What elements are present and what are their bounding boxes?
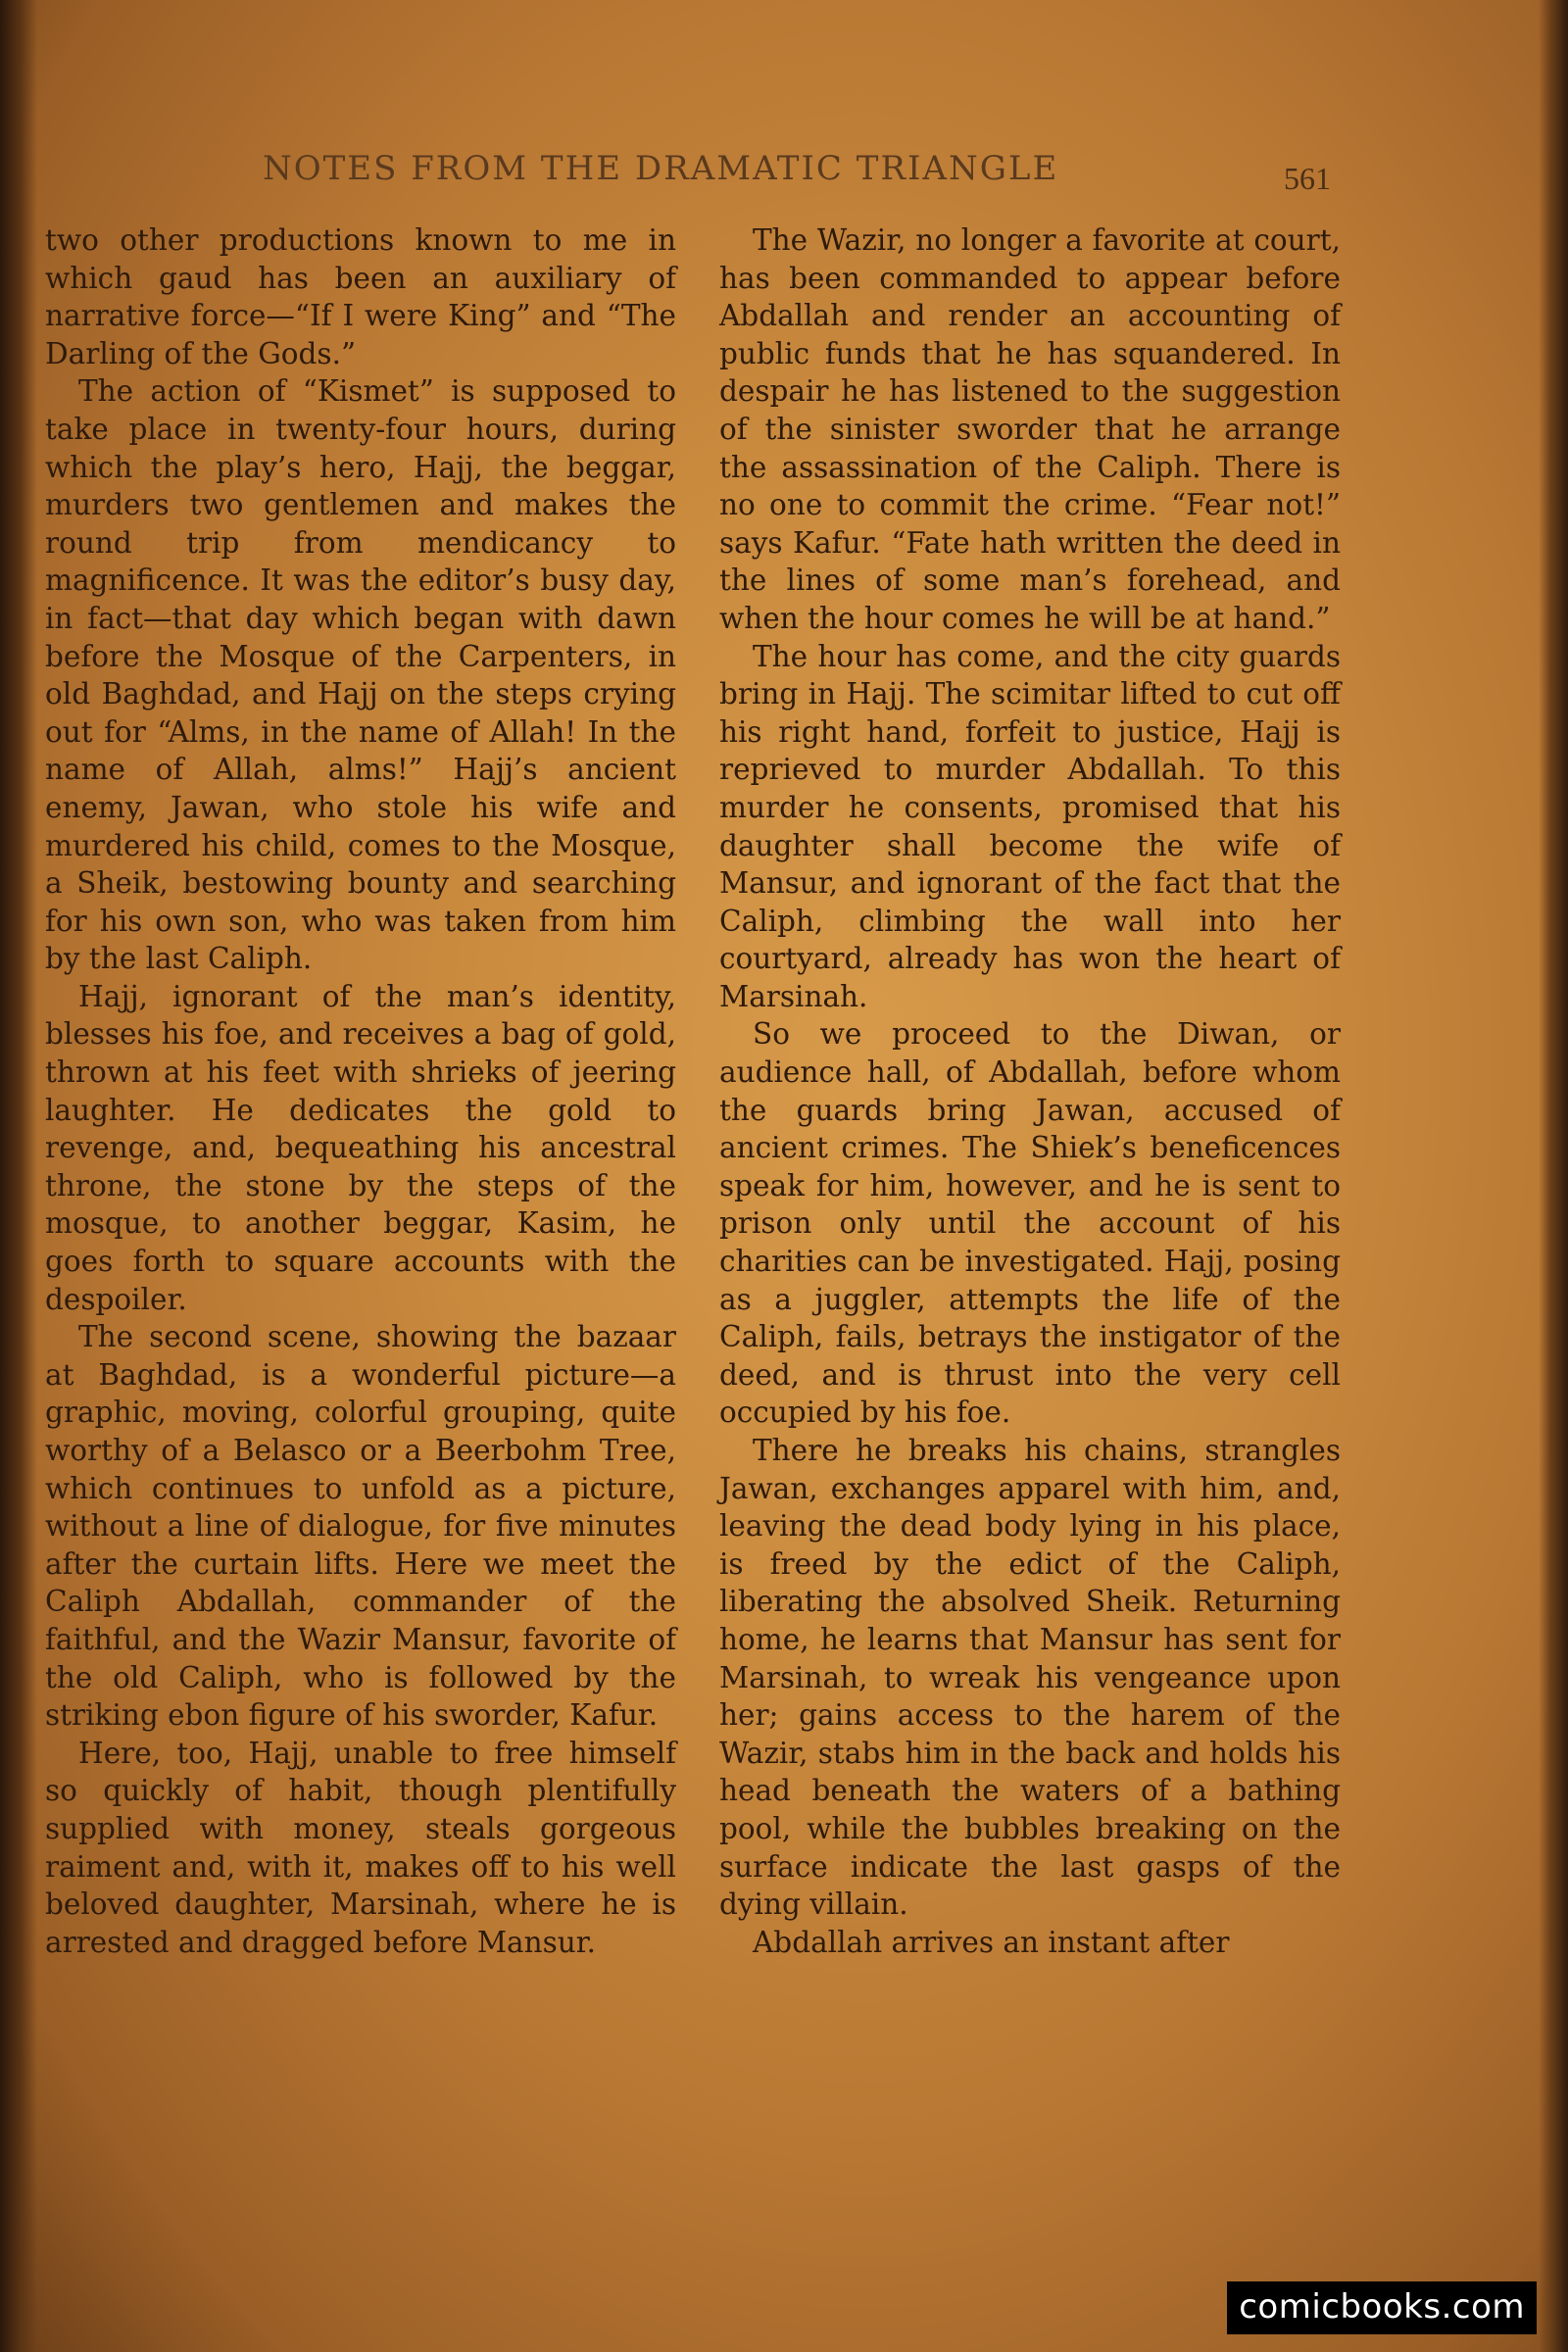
paragraph: There he breaks his chains, strangles Jawan, exchanges apparel with him, and, leaving the dead body lying in his place, is freed by the edict of the Caliph, liberating the absolved Sheik. Returning home, he learns that Mansur has sent for Marsinah, to wreak his vengeance upon her; gains access to the harem of the Wazir, stabs him in the back and holds his head beneath the waters of a bathing pool, while the bubbles breaking on the surface indicate the last gasps of the dying villain.: [719, 1434, 1341, 1922]
paragraph: The second scene, showing the bazaar at Baghdad, is a wonderful picture—a graphic, moving, colorful grouping, quite worthy of a Belasco or a Beerbohm Tree, which continues to unfold as a picture, without a line of dialogue, for five minutes after the curtain lifts. Here we meet the Caliph Abdallah, commander of the faithful, and the Wazir Mansur, favorite of the old Caliph, who is followed by the striking ebon figure of his sworder, Kafur.: [45, 1320, 676, 1733]
paragraph: two other productions known to me in which gaud has been an auxiliary of narrative force—“If I were King” and “The Darling of the Gods.”: [45, 223, 676, 370]
page-number: 561: [1284, 161, 1331, 196]
paragraph: The action of “Kismet” is supposed to take place in twenty-four hours, during which the play’s hero, Hajj, the beggar, murders two gentlemen and makes the round trip from mendicancy to magnificence. It was the editor’s busy day, in fact—that day which began with dawn before the Mosque of the Carpenters, in old Baghdad, and Hajj on the steps crying out for “Alms, in the name of Allah! In the name of Allah, alms!” Hajj’s ancient enemy, Jawan, who stole his wife and murdered his child, comes to the Mosque, a Sheik, bestowing bounty and searching for his own son, who was taken from him by the last Caliph.: [45, 374, 676, 976]
paragraph: The Wazir, no longer a favorite at court, has been commanded to appear before Abdallah and render an accounting of public funds that he has squandered. In despair he has listened to the suggestion of the sinister sworder that he arrange the assassination of the Caliph. There is no one to commit the crime. “Fear not!” says Kafur. “Fate hath written the deed in the lines of some man’s forehead, and when the hour comes he will be at hand.”: [719, 223, 1341, 635]
right-column: [719, 221, 1341, 1961]
paragraph: Hajj, ignorant of the man’s identity, blesses his foe, and receives a bag of gold, thrown at his feet with shrieks of jeering laughter. He dedicates the gold to revenge, and, bequeathing his ancestral throne, the stone by the steps of the mosque, to another beggar, Kasim, he goes forth to square accounts with the despoiler.: [45, 979, 676, 1316]
watermark-logo: comicbooks.com: [1227, 2281, 1537, 2334]
running-head: NOTES FROM THE DRAMATIC TRIANGLE: [263, 149, 1059, 188]
page-right-edge-shadow: [1539, 0, 1568, 2352]
page-header: [263, 149, 1341, 208]
page-left-edge-shadow: [0, 0, 37, 2352]
paragraph: Abdallah arrives an instant after: [753, 1925, 1230, 1959]
paragraph: So we proceed to the Diwan, or audience hall, of Abdallah, before whom the guards bring Jawan, accused of ancient crimes. The Shiek’s beneficences speak for him, however, and he is sent to prison only until the account of his charities can be investigated. Hajj, posing as a juggler, attempts the life of the Caliph, fails, betrays the instigator of the deed, and is thrust into the very cell occupied by his foe.: [719, 1017, 1341, 1430]
paragraph: Here, too, Hajj, unable to free himself so quickly of habit, though plentifully supplied with money, steals gorgeous raiment and, with it, makes off to his well beloved daughter, Marsinah, where he is arrested and dragged before Mansur.: [45, 1736, 676, 1959]
paragraph: The hour has come, and the city guards bring in Hajj. The scimitar lifted to cut off his right hand, forfeit to justice, Hajj is reprieved to murder Abdallah. To this murder he consents, promised that his daughter shall become the wife of Mansur, and ignorant of the fact that the Caliph, climbing the wall into her courtyard, already has won the heart of Marsinah.: [719, 639, 1341, 1013]
left-column: [45, 221, 676, 1961]
